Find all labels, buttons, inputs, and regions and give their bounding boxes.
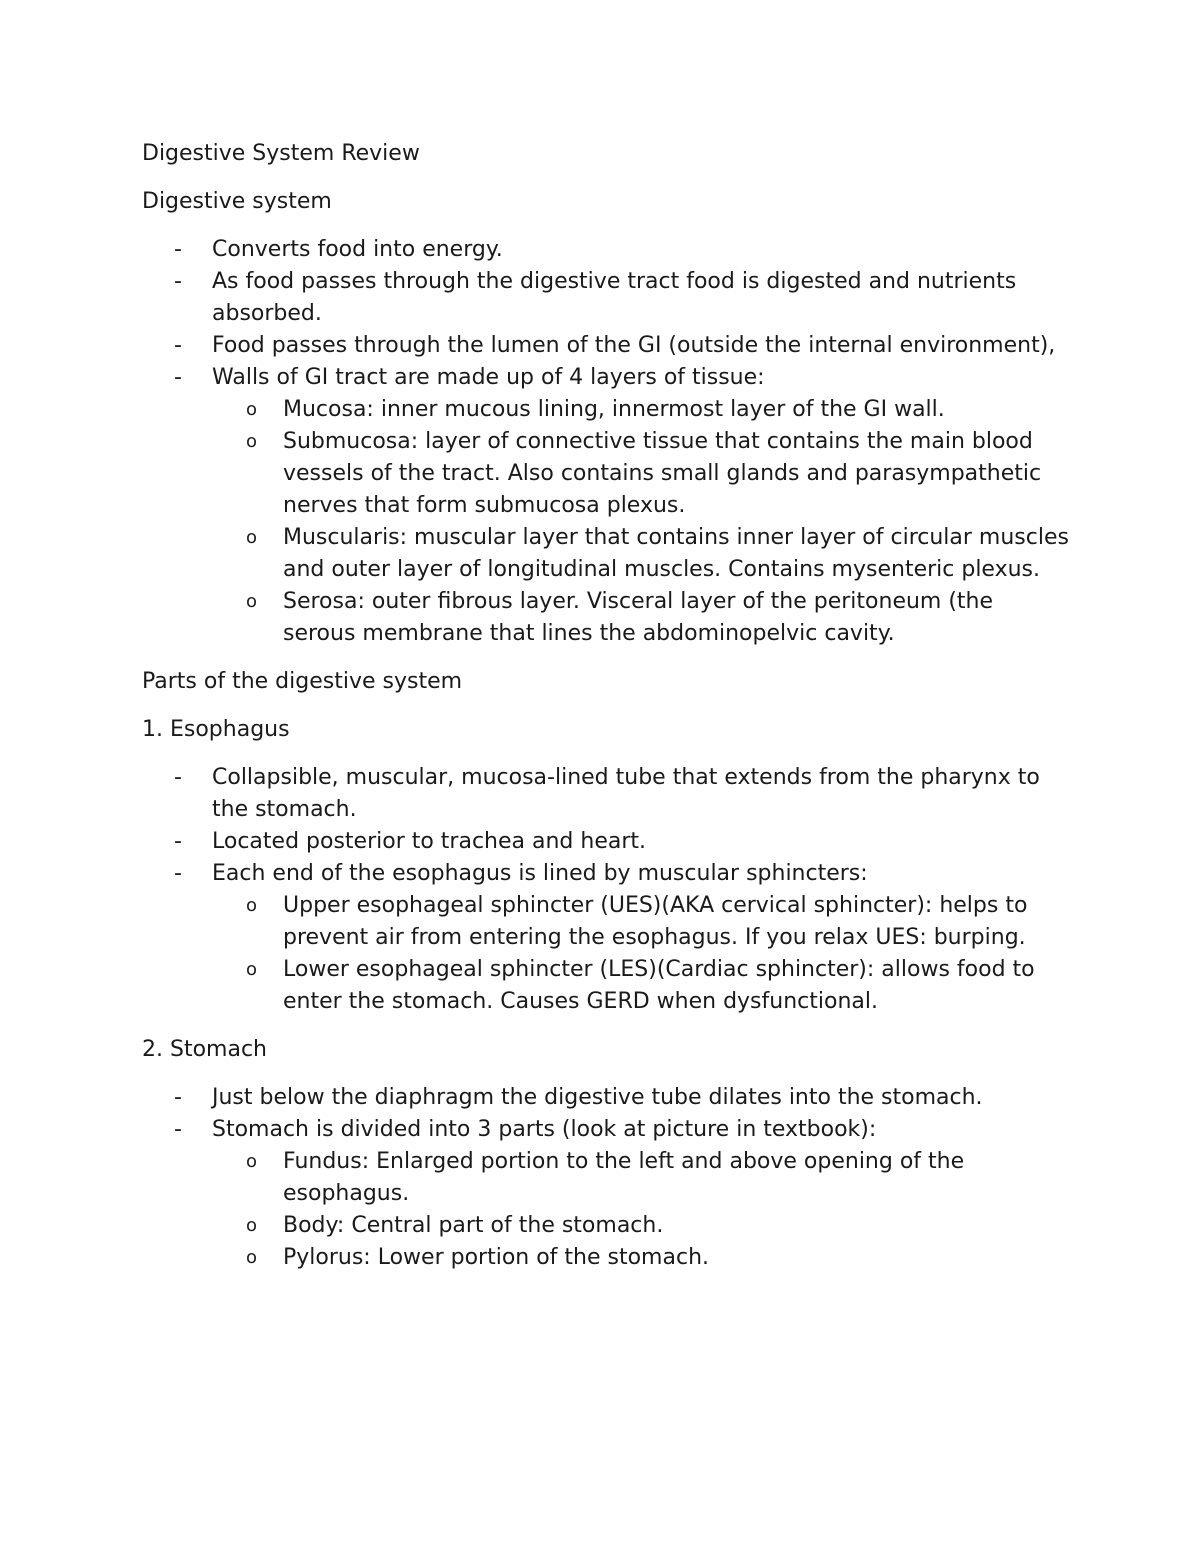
stomach-parts-list: [142, 1146, 1072, 1274]
list-item: [142, 266, 1072, 330]
sub-list-item-text: Pylorus: Lower portion of the stomach.: [283, 1245, 710, 1270]
sub-list-item-text: Upper esophageal sphincter (UES)(AKA cervical sphincter): helps to prevent air from entering the esophagus. If you relax UES: burping.: [283, 893, 1028, 950]
list-item: [142, 1082, 1072, 1114]
section-heading-digestive-system: Digestive system: [142, 189, 332, 214]
dash-bullet: -: [174, 1085, 182, 1110]
dash-bullet: -: [174, 829, 182, 854]
list-item: [142, 762, 1072, 826]
sub-list-item: [212, 1242, 1072, 1274]
dash-bullet: -: [174, 269, 182, 294]
list-item-text: Just below the diaphragm the digestive tube dilates into the stomach.: [212, 1085, 983, 1110]
stomach-list: [142, 1082, 1072, 1274]
dash-bullet: -: [174, 365, 182, 390]
document-title: Digestive System Review: [142, 141, 420, 166]
sub-list-item-text: Serosa: outer fibrous layer. Visceral layer of the peritoneum (the serous membrane that lines the abdominopelvic cavity.: [283, 589, 994, 646]
sub-list-item-text: Fundus: Enlarged portion to the left and above opening of the esophagus.: [283, 1149, 965, 1206]
sub-list-item: [212, 586, 1072, 650]
list-item: [142, 330, 1072, 362]
circle-bullet: o: [246, 431, 258, 452]
sub-list-item: [212, 890, 1072, 954]
sub-list-item: [212, 426, 1072, 522]
document-page: [142, 138, 1072, 1290]
circle-bullet: o: [246, 591, 258, 612]
list-item-text: Converts food into energy.: [212, 237, 503, 262]
circle-bullet: o: [246, 959, 258, 980]
list-item-text: Walls of GI tract are made up of 4 layers of tissue:: [212, 365, 765, 390]
sub-list-item: [212, 1210, 1072, 1242]
list-item: [142, 234, 1072, 266]
list-item: [142, 1114, 1072, 1146]
esophagus-list: [142, 762, 1072, 1018]
sub-list-item: [212, 954, 1072, 1018]
sub-list-item-text: Body: Central part of the stomach.: [283, 1213, 664, 1238]
sub-list-item-text: Mucosa: inner mucous lining, innermost layer of the GI wall.: [283, 397, 945, 422]
list-item-text: Stomach is divided into 3 parts (look at picture in textbook):: [212, 1117, 877, 1142]
circle-bullet: o: [246, 1151, 258, 1172]
circle-bullet: o: [246, 1247, 258, 1268]
tissue-layers-list: [142, 394, 1072, 650]
circle-bullet: o: [246, 895, 258, 916]
list-item: [142, 362, 1072, 394]
circle-bullet: o: [246, 527, 258, 548]
list-item-text: Each end of the esophagus is lined by muscular sphincters:: [212, 861, 868, 886]
sub-list-item-text: Submucosa: layer of connective tissue that contains the main blood vessels of the tract. Also contains small glands and parasympathetic nerves that form submucosa plexus.: [283, 429, 1042, 518]
digestive-system-list: [142, 234, 1072, 650]
dash-bullet: -: [174, 861, 182, 886]
dash-bullet: -: [174, 333, 182, 358]
list-item-text: Collapsible, muscular, mucosa-lined tube that extends from the pharynx to the stomach.: [212, 765, 1040, 822]
list-item-text: Food passes through the lumen of the GI (outside the internal environment),: [212, 333, 1056, 358]
sub-list-item-text: Lower esophageal sphincter (LES)(Cardiac sphincter): allows food to enter the stomach. Causes GERD when dysfunctional.: [283, 957, 1035, 1014]
circle-bullet: o: [246, 1215, 258, 1236]
circle-bullet: o: [246, 399, 258, 420]
sub-list-item: [212, 394, 1072, 426]
section-heading-esophagus: 1. Esophagus: [142, 717, 290, 742]
list-item-text: Located posterior to trachea and heart.: [212, 829, 647, 854]
sphincters-list: [142, 890, 1072, 1018]
sub-list-item: [212, 522, 1072, 586]
dash-bullet: -: [174, 237, 182, 262]
sub-list-item-text: Muscularis: muscular layer that contains inner layer of circular muscles and outer layer of longitudinal muscles. Contains mysenteric plexus.: [283, 525, 1069, 582]
dash-bullet: -: [174, 765, 182, 790]
section-heading-stomach: 2. Stomach: [142, 1037, 267, 1062]
list-item-text: As food passes through the digestive tract food is digested and nutrients absorbed.: [212, 269, 1017, 326]
section-heading-parts: Parts of the digestive system: [142, 669, 463, 694]
sub-list-item: [212, 1146, 1072, 1210]
list-item: [142, 858, 1072, 890]
dash-bullet: -: [174, 1117, 182, 1142]
list-item: [142, 826, 1072, 858]
